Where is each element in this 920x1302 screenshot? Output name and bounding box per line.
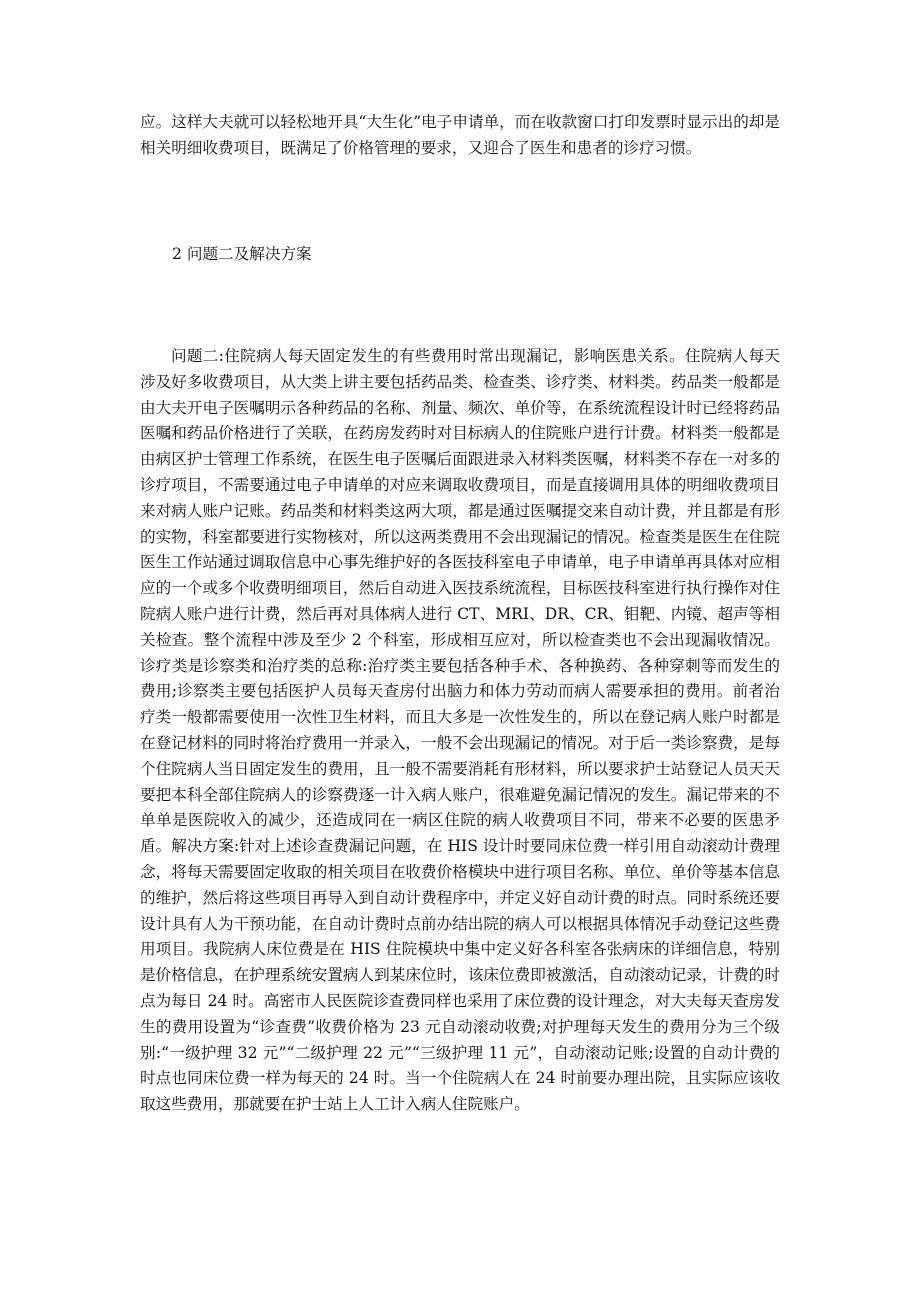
intro-paragraph: 应。这样大夫就可以轻松地开具“大生化”电子申请单，而在收款窗口打印发票时显示出的却是相关明细收费项目，既满足了价格管理的要求，又迎合了医生和患者的诊疗习惯。	[140, 113, 780, 157]
main-paragraph: 问题二:住院病人每天固定发生的有些费用时常出现漏记，影响医患关系。住院病人每天涉及好多收费项目，从大类上讲主要包括药品类、检查类、诊疗类、材料类。药品类一般都是由大夫开电子医嘱明示各种药品的名称、剂量、频次、单价等，在系统流程设计时已经将药品医嘱和药品价格进行了关联，在药房发药时对目标病人的住院账户进行计费。材料类一般都是由病区护士管理工作系统，在医生电子医嘱后面跟进录入材料类医嘱，材料类不存在一对多的诊疗项目，不需要通过电子申请单的对应来调取收费项目，而是直接调用具体的明细收费项目来对病人账户记账。药品类和材料类这两大项，都是通过医嘱提交来自动计费，并且都是有形的实物，科室都要进行实物核对，所以这两类费用不会出现漏记的情况。检查类是医生在住院医生工作站通过调取信息中心事先维护好的各医技科室电子申请单，电子申请单再具体对应相应的一个或多个收费明细项目，然后自动进入医技系统流程，目标医技科室进行执行操作对住院病人账户进行计费，然后再对具体病人进行 CT、MRI、DR、CR、钼靶、内镜、超声等相关检查。整个流程中涉及至少 2 个科室，形成相互应对，所以检查类也不会出现漏收情况。诊疗类是诊察类和治疗类的总称:治疗类主要包括各种手术、各种换药、各种穿刺等而发生的费用;诊察类主要包括医护人员每天查房付出脑力和体力劳动而病人需要承担的费用。前者治疗类一般都需要使用一次性卫生材料，而且大多是一次性发生的，所以在登记病人账户时都是在登记材料的同时将治疗费用一并录入，一般不会出现漏记的情况。对于后一类诊察费，是每个住院病人当日固定发生的费用，且一般不需要消耗有形材料，所以要求护士站登记人员天天要把本科全部住院病人的诊察费逐一计入病人账户，很难避免漏记情况的发生。漏记带来的不单单是医院收入的减少，还造成同在一病区住院的病人收费项目不同，带来不必要的医患矛盾。解决方案:针对上述诊查费漏记问题，在 HIS 设计时要同床位费一样引用自动滚动计费理念，将每天需要固定收取的相关项目在收费价格模块中进行项目名称、单位、单价等基本信息的维护，然后将这些项目再导入到自动计费程序中，并定义好自动计费的时点。同时系统还要设计具有人为干预功能，在自动计费时点前办结出院的病人可以根据具体情况手动登记这些费用项目。我院病人床位费是在 HIS 住院模块中集中定义好各科室各张病床的详细信息，特别是价格信息，在护理系统安置病人到某床位时，该床位费即被激活，自动滚动记录，计费的时点为每日 24 时。高密市人民医院诊查费同样也采用了床位费的设计理念，对大夫每天查房发生的费用设置为“诊查费”收费价格为 23 元自动滚动收费;对护理每天发生的费用分为三个级别:“一级护理 32 元”“二级护理 22 元”“三级护理 11 元”，自动滚动记账;设置的自动计费的时点也同床位费一样为每天的 24 时。当一个住院病人在 24 时前要办理出院，且实际应该收取这些费用，那就要在护士站上人工计入病人住院账户。	[140, 347, 780, 1114]
section-heading: 2 问题二及解决方案	[172, 245, 312, 263]
